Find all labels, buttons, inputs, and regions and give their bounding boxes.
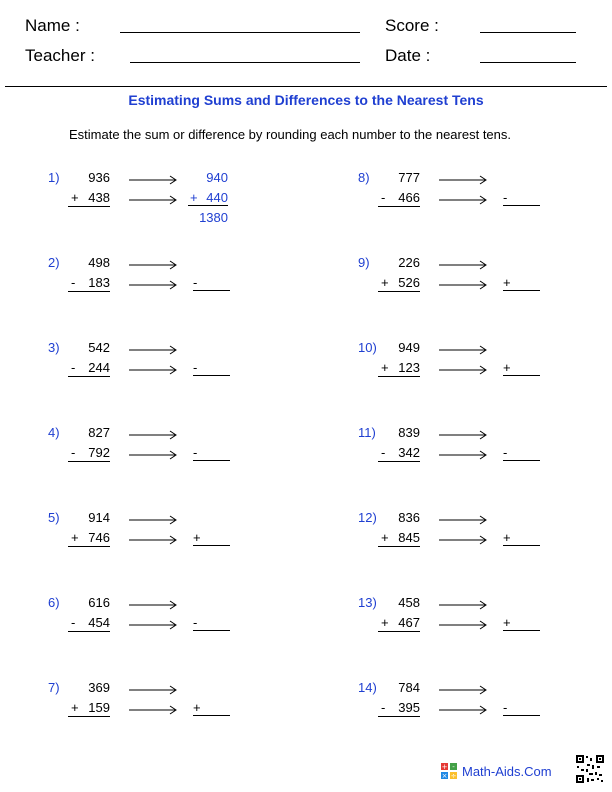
answer-field[interactable] xyxy=(503,275,540,291)
second-number-row xyxy=(68,530,110,547)
first-number: 936 xyxy=(88,170,110,185)
answer-operator: + xyxy=(503,530,511,545)
operator: - xyxy=(71,445,76,460)
first-number: 827 xyxy=(88,425,110,440)
arrow-right-icon xyxy=(439,513,487,523)
second-number: 438 xyxy=(88,190,110,205)
footer-brand xyxy=(440,762,552,780)
header-divider xyxy=(5,86,607,87)
answer-field[interactable] xyxy=(193,275,230,291)
arrow-right-icon xyxy=(129,343,177,353)
problem-11 xyxy=(358,425,612,505)
second-number-row xyxy=(378,445,420,462)
answer-field[interactable] xyxy=(193,700,230,716)
arrow-right-icon xyxy=(129,363,177,373)
instructions: Estimate the sum or difference by rounding each number to the nearest tens. xyxy=(68,127,511,142)
answer-operator: + xyxy=(503,360,511,375)
second-number-row xyxy=(378,275,420,292)
problem-14 xyxy=(358,680,612,760)
problem-7 xyxy=(48,680,308,760)
second-number: 244 xyxy=(88,360,110,375)
second-number-row xyxy=(68,360,110,377)
problem-3 xyxy=(48,340,308,420)
second-number-row xyxy=(68,190,110,207)
second-number-row xyxy=(378,615,420,632)
problem-6 xyxy=(48,595,308,675)
answer-field[interactable] xyxy=(193,360,230,376)
arrow-right-icon xyxy=(439,598,487,608)
problem-number: 4) xyxy=(48,425,60,440)
problem-number: 3) xyxy=(48,340,60,355)
second-number-row xyxy=(378,530,420,547)
second-number: 159 xyxy=(88,700,110,715)
arrow-right-icon xyxy=(129,598,177,608)
arrow-right-icon xyxy=(129,173,177,183)
arrow-right-icon xyxy=(439,258,487,268)
second-number-row xyxy=(68,445,110,462)
problem-number: 6) xyxy=(48,595,60,610)
arrow-right-icon xyxy=(439,363,487,373)
second-number: 845 xyxy=(398,530,420,545)
problem-2 xyxy=(48,255,308,335)
example-rounded-bottom-row xyxy=(188,190,228,206)
problem-9 xyxy=(358,255,612,335)
operator: + xyxy=(71,190,79,205)
arrow-right-icon xyxy=(439,343,487,353)
answer-operator: - xyxy=(503,190,508,205)
first-number: 839 xyxy=(398,425,420,440)
arrow-right-icon xyxy=(439,173,487,183)
second-number-row xyxy=(378,360,420,377)
answer-operator: - xyxy=(193,445,198,460)
problem-5 xyxy=(48,510,308,590)
first-number: 777 xyxy=(398,170,420,185)
answer-field[interactable] xyxy=(503,700,540,716)
problem-10 xyxy=(358,340,612,420)
answer-operator: + xyxy=(193,700,201,715)
answer-field[interactable] xyxy=(193,530,230,546)
answer-operator: - xyxy=(503,700,508,715)
arrow-right-icon xyxy=(129,278,177,288)
answer-operator: - xyxy=(503,445,508,460)
operator: + xyxy=(381,615,389,630)
arrow-right-icon xyxy=(439,703,487,713)
second-number: 183 xyxy=(88,275,110,290)
worksheet-title: Estimating Sums and Differences to the Nearest Tens xyxy=(128,92,484,108)
problem-number: 7) xyxy=(48,680,60,695)
operator: - xyxy=(71,615,76,630)
second-number-row xyxy=(68,700,110,717)
second-number-row xyxy=(378,190,420,207)
answer-operator: + xyxy=(193,530,201,545)
operator: - xyxy=(71,360,76,375)
operator: + xyxy=(71,700,79,715)
operator: + xyxy=(381,360,389,375)
svg-text:×: × xyxy=(441,772,448,780)
answer-operator: - xyxy=(193,615,198,630)
problem-number: 12) xyxy=(358,510,377,525)
first-number: 542 xyxy=(88,340,110,355)
first-number: 836 xyxy=(398,510,420,525)
problem-number: 14) xyxy=(358,680,377,695)
second-number: 395 xyxy=(398,700,420,715)
problem-4 xyxy=(48,425,308,505)
arrow-right-icon xyxy=(129,258,177,268)
answer-field[interactable] xyxy=(503,190,540,206)
first-number: 498 xyxy=(88,255,110,270)
problem-number: 13) xyxy=(358,595,377,610)
answer-operator: + xyxy=(503,275,511,290)
answer-field[interactable] xyxy=(503,360,540,376)
operator: + xyxy=(381,530,389,545)
first-number: 914 xyxy=(88,510,110,525)
arrow-right-icon xyxy=(129,533,177,543)
arrow-right-icon xyxy=(129,193,177,203)
answer-operator: - xyxy=(193,275,198,290)
example-rounded-top: 940 xyxy=(206,170,228,185)
second-number: 467 xyxy=(398,615,420,630)
problem-number: 9) xyxy=(358,255,370,270)
operator: + xyxy=(71,530,79,545)
second-number-row xyxy=(68,615,110,632)
first-number: 616 xyxy=(88,595,110,610)
name-field[interactable] xyxy=(120,32,360,33)
score-label: Score : xyxy=(385,16,439,35)
arrow-right-icon xyxy=(129,683,177,693)
answer-field[interactable] xyxy=(503,445,540,461)
second-number: 526 xyxy=(398,275,420,290)
name-label: Name : xyxy=(25,16,80,35)
first-number: 458 xyxy=(398,595,420,610)
arrow-right-icon xyxy=(129,618,177,628)
calculator-icon xyxy=(440,762,458,780)
date-label: Date : xyxy=(385,46,431,65)
problem-number: 2) xyxy=(48,255,60,270)
second-number: 466 xyxy=(398,190,420,205)
problem-1 xyxy=(48,170,308,250)
arrow-right-icon xyxy=(129,513,177,523)
answer-field[interactable] xyxy=(503,615,540,631)
svg-text:-: - xyxy=(452,763,455,771)
example-result: 1380 xyxy=(199,210,228,225)
operator: + xyxy=(381,275,389,290)
teacher-label: Teacher : xyxy=(25,46,95,65)
score-field[interactable] xyxy=(480,32,576,33)
answer-field[interactable] xyxy=(503,530,540,546)
second-number: 792 xyxy=(88,445,110,460)
arrow-right-icon xyxy=(129,703,177,713)
arrow-right-icon xyxy=(439,683,487,693)
svg-text:÷: ÷ xyxy=(450,772,457,780)
arrow-right-icon xyxy=(439,448,487,458)
first-number: 784 xyxy=(398,680,420,695)
problem-13 xyxy=(358,595,612,675)
arrow-right-icon xyxy=(129,448,177,458)
arrow-right-icon xyxy=(439,278,487,288)
operator: - xyxy=(381,190,386,205)
first-number: 369 xyxy=(88,680,110,695)
second-number: 454 xyxy=(88,615,110,630)
answer-field[interactable] xyxy=(193,615,230,631)
operator: - xyxy=(381,700,386,715)
problem-number: 11) xyxy=(358,425,376,440)
example-rounded-bottom: 440 xyxy=(206,190,228,205)
first-number: 226 xyxy=(398,255,420,270)
second-number-row xyxy=(68,275,110,292)
answer-operator: + xyxy=(503,615,511,630)
first-number: 949 xyxy=(398,340,420,355)
second-number-row xyxy=(378,700,420,717)
problem-12 xyxy=(358,510,612,590)
example-operator: + xyxy=(190,190,198,205)
problem-number: 5) xyxy=(48,510,60,525)
operator: - xyxy=(381,445,386,460)
qr-code-icon xyxy=(575,754,605,784)
problem-number: 8) xyxy=(358,170,370,185)
problem-number: 1) xyxy=(48,170,60,185)
second-number: 123 xyxy=(398,360,420,375)
problem-number: 10) xyxy=(358,340,377,355)
second-number: 342 xyxy=(398,445,420,460)
problem-8 xyxy=(358,170,612,250)
second-number: 746 xyxy=(88,530,110,545)
operator: - xyxy=(71,275,76,290)
svg-text:+: + xyxy=(441,763,448,771)
arrow-right-icon xyxy=(129,428,177,438)
teacher-field[interactable] xyxy=(130,62,360,63)
brand-text[interactable]: Math-Aids.Com xyxy=(462,763,552,779)
arrow-right-icon xyxy=(439,618,487,628)
arrow-right-icon xyxy=(439,533,487,543)
arrow-right-icon xyxy=(439,428,487,438)
answer-field[interactable] xyxy=(193,445,230,461)
answer-operator: - xyxy=(193,360,198,375)
arrow-right-icon xyxy=(439,193,487,203)
date-field[interactable] xyxy=(480,62,576,63)
